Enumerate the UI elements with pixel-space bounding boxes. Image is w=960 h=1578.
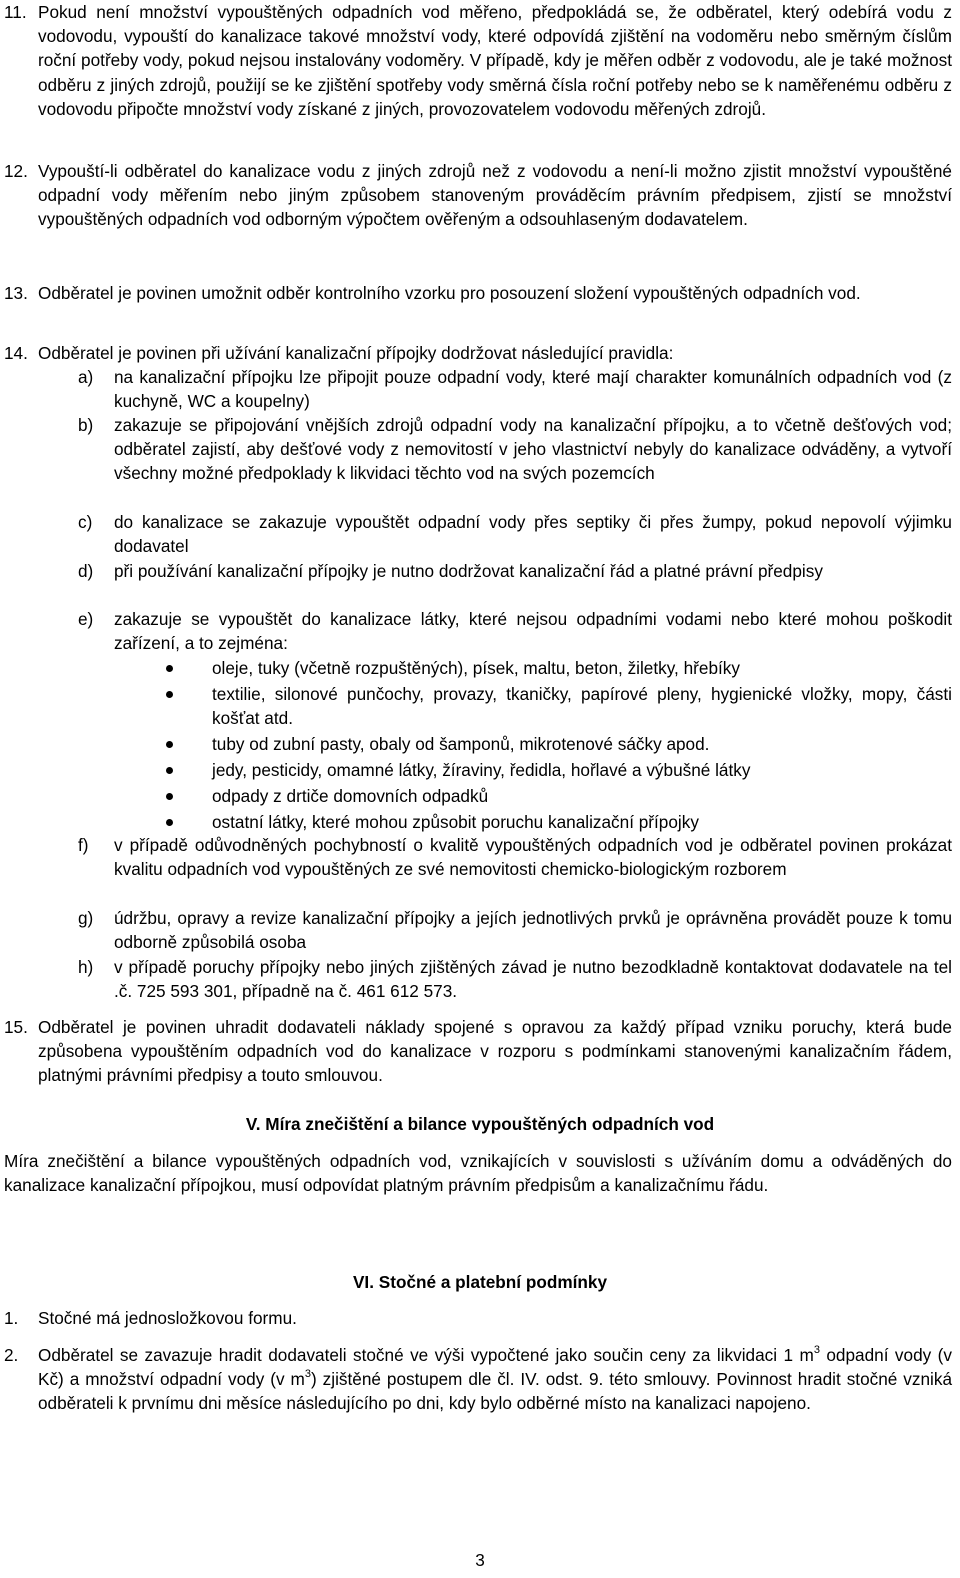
rule-label: h) (78, 957, 94, 977)
bullet-item (0, 784, 960, 808)
rule-text: do kanalizace se zakazuje vypouštět odpadní vody přes septiky či přes žumpy, pokud nepovolí výjimku dodavatel (114, 512, 952, 557)
section-5-text: Míra znečištění a bilance vypouštěných odpadních vod, vznikajících v souvislosti s užíváním domu a odváděných do kanalizace kanalizační přípojkou, musí odpovídat platným právním předpisům a kanalizačnímu řádu. (4, 1151, 952, 1196)
paragraph-text-part: ) zjištěné postupem dle čl. IV. odst. 9. této smlouvy. Povinnost hradit stočné vzniká odběrateli k prvnímu dni měsíce následujícího po dni, kdy bylo odběrné místo na kanalizaci napojeno. (38, 1369, 953, 1414)
rule-item-a (0, 365, 960, 413)
page-number: 3 (475, 1550, 485, 1570)
section-6-heading: VI. Stočné a platební podmínky (352, 1272, 608, 1292)
bullet-item (0, 682, 960, 730)
paragraph-text-part: Odběratel se zavazuje hradit dodavateli stočné ve výši vypočtené jako součin ceny za likvidaci 1 m (38, 1345, 814, 1365)
rule-label: e) (78, 609, 94, 629)
paragraph-12 (0, 159, 960, 232)
bullet-icon (166, 691, 173, 698)
rule-label: c) (78, 512, 93, 532)
paragraph-text: Odběratel je povinen uhradit dodavateli náklady spojené s opravou za každý případ vzniku poruchy, která bude způsobena vypouštěním odpadních vod do kanalizace v rozporu s podmínkami stanovenými kanalizačním řádem, platnými právními předpisy a touto smlouvou. (38, 1017, 952, 1086)
paragraph-number: 14. (4, 343, 28, 363)
rule-label: b) (78, 415, 94, 435)
paragraph-number: 2. (4, 1345, 19, 1365)
paragraph-number: 13. (4, 283, 28, 303)
bullet-text: ostatní látky, které mohou způsobit poruchu kanalizační přípojky (212, 812, 699, 832)
bullet-icon (166, 665, 173, 672)
paragraph-number: 1. (4, 1308, 19, 1328)
rule-text: zakazuje se vypouštět do kanalizace látky, které nejsou odpadními vodami nebo které mohou poškodit zařízení, a to zejména: (114, 609, 952, 654)
paragraph-14 (0, 341, 960, 365)
bullet-item (0, 656, 960, 680)
rule-item-d (0, 559, 960, 583)
superscript: 3 (304, 1368, 311, 1381)
bullet-text: oleje, tuky (včetně rozpuštěných), písek, maltu, beton, žiletky, hřebíky (212, 658, 740, 678)
rule-text: v případě poruchy přípojky nebo jiných zjištěných závad je nutno bezodkladně kontaktovat dodavatele na tel .č. 725 593 301, případně na č. 461 612 573. (114, 957, 952, 1002)
rule-text: údržbu, opravy a revize kanalizační přípojky a jejích jednotlivých prvků je oprávněna provádět pouze k tomu odborně způsobilá osoba (114, 908, 952, 953)
rule-item-g (0, 906, 960, 954)
bullet-item (0, 732, 960, 756)
bullet-item (0, 758, 960, 782)
paragraph-text: Vypouští-li odběratel do kanalizace vodu z jiných zdrojů než z vodovodu a není-li možno zjistit množství vypouštěné odpadní vody měřením nebo jiným způsobem stanoveným prováděcím právním předpisem, zjistí se množství vypouštěných odpadních vod odborným výpočtem ověřeným a odsouhlaseným dodavatelem. (38, 161, 952, 230)
bullet-text: jedy, pesticidy, omamné látky, žíraviny, ředidla, hořlavé a výbušné látky (212, 760, 751, 780)
section-5-heading: V. Míra znečištění a bilance vypouštěných odpadních vod (245, 1114, 715, 1134)
paragraph-text: Stočné má jednosložkovou formu. (38, 1308, 297, 1328)
bullet-icon (166, 819, 173, 826)
rule-label: f) (78, 835, 89, 855)
paragraph-text: Odběratel je povinen při užívání kanalizační přípojky dodržovat následující pravidla: (38, 343, 674, 363)
section-6-paragraph-2 (0, 1343, 960, 1416)
bullet-icon (166, 767, 173, 774)
rule-text: zakazuje se připojování vnějších zdrojů odpadní vody na kanalizační přípojku, a to včetně dešťových vod; odběratel zajistí, aby dešťové vody z nemovitostí v jeho vlastnictví nebyly do kanalizace odváděny, a vytvoří všechny možné předpoklady k likvidaci těchto vod na svých pozemcích (114, 415, 952, 484)
bullet-text: odpady z drtiče domovních odpadků (212, 786, 489, 806)
bullet-item (0, 810, 960, 834)
paragraph-text: Pokud není množství vypouštěných odpadních vod měřeno, předpokládá se, že odběratel, který odebírá vodu z vodovodu, vypouští do kanalizace takové množství vody, které odpovídá zjištění na vodoměru nebo směrným číslům roční potřeby vody, pokud nejsou instalovány vodoměry. V případě, kdy je měřen odběr z vodovodu, ale je také možnost odběru z jiných zdrojů, použijí se ke zjištění spotřeby vody směrná čísla roční potřeby nebo se k naměřenému odběru z vodovodu připočte množství vody získané z jiných, provozovatelem vodovodu měřených zdrojů. (38, 2, 952, 119)
paragraph-number: 15. (4, 1017, 28, 1037)
rule-item-e (0, 607, 960, 655)
rule-item-f (0, 833, 960, 881)
paragraph-15 (0, 1015, 960, 1088)
rule-label: d) (78, 561, 94, 581)
bullet-text: textilie, silonové punčochy, provazy, tkaničky, papírové pleny, hygienické vložky, mopy, části košťat atd. (212, 684, 952, 729)
paragraph-text: Odběratel je povinen umožnit odběr kontrolního vzorku pro posouzení složení vypouštěných odpadních vod. (38, 283, 861, 303)
paragraph-text-part: odpadní vody (v Kč) a množství odpadní vody (v m (38, 1345, 952, 1390)
rule-text: v případě odůvodněných pochybností o kvalitě vypouštěných odpadních vod je odběratel povinen prokázat kvalitu odpadních vod vypouštěných ze své nemovitosti chemicko-biologickým rozborem (114, 835, 952, 880)
bullet-icon (166, 793, 173, 800)
bullet-icon (166, 741, 173, 748)
rule-item-h (0, 955, 960, 1003)
rule-text: na kanalizační přípojku lze připojit pouze odpadní vody, které mají charakter komunálních odpadních vod (z kuchyně, WC a koupelny) (114, 367, 952, 412)
section-6-paragraph-1 (0, 1306, 960, 1330)
rule-label: a) (78, 367, 94, 387)
superscript: 3 (813, 1344, 820, 1357)
paragraph-number: 11. (4, 2, 27, 22)
rule-label: g) (78, 908, 94, 928)
rule-text: při používání kanalizační přípojky je nutno dodržovat kanalizační řád a platné právní předpisy (114, 561, 823, 581)
rule-item-b (0, 413, 960, 486)
paragraph-13 (0, 281, 960, 305)
paragraph-number: 12. (4, 161, 28, 181)
bullet-text: tuby od zubní pasty, obaly od šamponů, mikrotenové sáčky apod. (212, 734, 710, 754)
rule-item-c (0, 510, 960, 558)
paragraph-11 (0, 0, 960, 121)
